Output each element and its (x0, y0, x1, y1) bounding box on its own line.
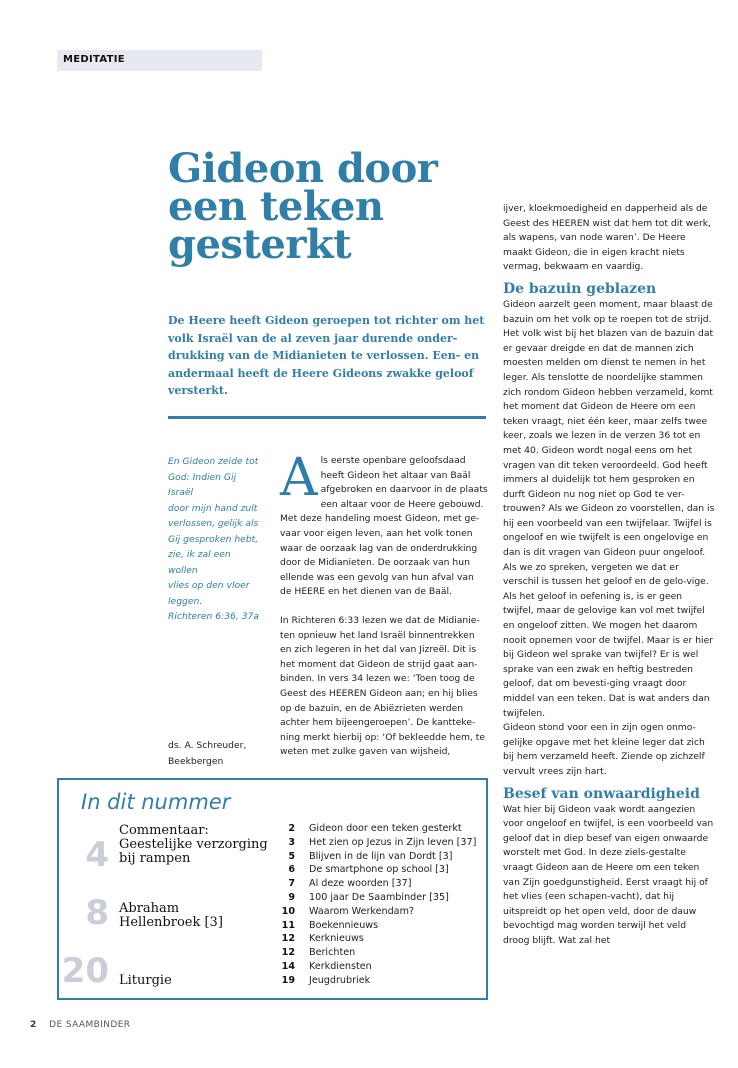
feature-item[interactable] (59, 824, 289, 884)
feature-item[interactable] (59, 893, 289, 956)
toc-page: 5 (288, 850, 295, 862)
toc-item[interactable] (281, 863, 481, 877)
toc-page: 6 (288, 864, 295, 876)
toc-title: Kerknieuws (309, 933, 364, 945)
article-paragraph: Gideon aarzelt geen moment, maar blaast de bazuin om het volk op te roepen tot de strijd. Het volk wist bij het blazen van de bazuin dat er gevaar dreigde en dat de mannen zich moesten melden om dienst te nemen in het leger. Als tenslotte de noordelijke stammen zich rondom Gideon hebben verzameld, komt het moment dat Gideon de Heere om een teken vraagt, niet één keer, maar zelfs twee keer, zoals we lezen in de verzen 36 tot en met 40. Gideon wordt nogal eens om het vragen van dit teken veroordeeld. God heeft immers al duidelijk tot hem gesproken en durft Gideon nu nog niet op God te ver-trouwen? Als we Gideon zo voorstellen, dan is hij een voorbeeld van een twijfelaar. Twijfel is ongeloof en wie twijfelt is een ongelovige en dan is dit vragen van Gideon puur ongeloof. (503, 298, 715, 559)
table-of-contents (281, 822, 481, 988)
toc-item[interactable] (281, 974, 481, 988)
toc-page: 12 (281, 933, 295, 945)
toc-page: 7 (288, 878, 295, 890)
title-line-2: een teken (168, 183, 384, 230)
quote-line: leggen. (168, 595, 203, 607)
quote-reference: Richteren 6:36, 37a (168, 611, 260, 622)
toc-item[interactable] (281, 946, 481, 960)
feature-page-number: 4 (85, 835, 109, 875)
toc-page: 11 (281, 919, 295, 931)
article-paragraph (280, 448, 488, 600)
quote-line: door mijn hand zult (168, 502, 258, 514)
article-column-middle (280, 448, 488, 760)
toc-item[interactable] (281, 850, 481, 864)
section-tag: MEDITATIE (57, 50, 262, 71)
toc-page: 2 (288, 823, 295, 834)
quote-line: Gij gesproken hebt, (168, 533, 259, 545)
toc-title: Blijven in de lijn van Dordt [3] (309, 850, 453, 862)
toc-page: 10 (281, 905, 295, 917)
lead-divider (168, 416, 486, 419)
toc-title: Het zien op Jezus in Zijn leven [37] (309, 836, 477, 848)
article-paragraph: ijver, kloekmoedigheid en dapperheid als de Geest des HEEREN wist dat hem tot dit werk, als wapens, van node waren’. De Heere maakt Gideon, die in eigen kracht niets vermag, bekwaam en vaardig. (503, 203, 711, 273)
paragraph-text: ls eerste openbare geloofsdaad heeft Gideon het altaar van Baäl afgebroken en daarvoor in de plaats een altaar voor de Heere gebouwd. Met deze handeling moest Gideon, met ge-vaar voor eigen leven, aan het volk tonen waar de oorzaak lag van de onderdrukking door de Midianieten. De oorzaak van hun ellende was een gevolg van hun afval van de HEERE en het dienen van de Baäl. (280, 455, 488, 598)
article-paragraph: In Richteren 6:33 lezen we dat de Midianie-ten opnieuw het land Israël binnentrekken en zich legeren in het dal van Jizreël. Dit is het moment dat Gideon de strijd gaat aan-binden. In vers 34 lezen we: ‘Toen toog de Geest des HEEREN Gideon aan; en hij blies op de bazuin, en de Abiëzrieten werden achter hem bijeengeroepen’. De kantteke-ning merkt hierbij op: ‘Of bekleedde hem, te weten met zulke gaven van wijsheid, (280, 614, 486, 758)
toc-item[interactable] (281, 960, 481, 974)
feature-title: Liturgie (119, 973, 172, 988)
author-byline (168, 738, 268, 769)
quote-line: God: Indien Gij Israël (168, 471, 237, 498)
contents-heading: In dit nummer (81, 790, 231, 814)
toc-title: Boekennieuws (309, 919, 379, 931)
title-line-1: Gideon door (168, 145, 438, 192)
scripture-quote (168, 454, 263, 625)
toc-page: 3 (288, 836, 295, 848)
author-name: ds. A. Schreuder, (168, 740, 247, 751)
toc-title: Jeugdrubriek (309, 974, 371, 986)
contents-box (57, 778, 488, 1000)
toc-title: Berichten (309, 947, 356, 959)
feature-title: Abraham Hellenbroek [3] (119, 901, 223, 930)
toc-item[interactable] (281, 919, 481, 933)
toc-page: 12 (281, 947, 295, 959)
feature-item[interactable] (59, 951, 289, 1014)
feature-title: Commentaar: Geestelijke verzorging bij rampen (119, 823, 268, 866)
toc-page: 9 (288, 891, 295, 903)
article-paragraph: Als we zo spreken, vergeten we dat er verschil is tussen het geloof en de gelo-vige. Als het geloof in oefening is, is er geen twijfel, maar de gelovige kan vol met twijfel en ongeloof zitten. We mogen het daarom nooit opnemen voor de twijfel. Maar is er hier bij Gideon wel sprake van twijfel? Er is wel sprake van een zwak en heftig bestreden geloof, dat om bevesti-ging vraagt door middel van een teken. Dat is wat anders dan twijfelen. (503, 561, 713, 719)
quote-line: vlies op den vloer (168, 580, 250, 591)
lead-paragraph: De Heere heeft Gideon geroepen tot richter om het volk Israël van de al zeven jaar durende onder-drukking van de Midianieten te verlossen. Een- en andermaal heeft de Heere Gideons zwakke geloof versterkt. (168, 314, 485, 397)
article-title (168, 145, 488, 268)
article-paragraph: Wat hier bij Gideon vaak wordt aangezien voor ongeloof en twijfel, is een voorbeeld van geloof dat in diep besef van eigen onwaarde worstelt met God. In deze ziels-gestalte vraagt Gideon aan de Heere om een teken van Zijn goedgunstigheid. Eerst vraagt hij of het vlies (een schapen-vacht), dat hij uitspreidt op het open veld, door de dauw bevochtigd mag worden terwijl het veld droog blijft. Wat zal het (503, 803, 714, 946)
title-line-3: gesterkt (168, 221, 352, 268)
toc-title: 100 jaar De Saambinder [35] (309, 891, 449, 903)
article-column-right (503, 202, 715, 949)
toc-item[interactable] (281, 932, 481, 946)
footer-page-number: 2 (30, 1020, 37, 1030)
toc-item[interactable] (281, 877, 481, 891)
toc-title: Gideon door een teken gesterkt (309, 823, 462, 834)
quote-line: En Gideon zeide tot (168, 456, 259, 467)
toc-item[interactable] (281, 905, 481, 919)
drop-cap: A (280, 448, 318, 508)
quote-line: verlossen, gelijk als (168, 518, 259, 529)
toc-page: 19 (281, 974, 295, 986)
toc-title: Waarom Werkendam? (309, 905, 415, 917)
feature-page-number: 8 (85, 893, 109, 933)
footer-publication-name: DE SAAMBINDER (49, 1020, 131, 1030)
toc-item[interactable] (281, 836, 481, 850)
subheading-onwaardigheid: Besef van onwaardigheid (503, 785, 700, 802)
quote-line: zie, ik zal een wollen (168, 549, 231, 576)
subheading-bazuin: De bazuin geblazen (503, 280, 657, 297)
page-footer (30, 1020, 130, 1030)
toc-title: Al deze woorden [37] (309, 878, 412, 890)
author-place: Beekbergen (168, 755, 224, 767)
toc-item[interactable] (281, 891, 481, 905)
article-paragraph: Gideon stond voor een in zijn ogen onmo-gelijke opgave met het kleine leger dat zich bij hem verzameld heeft. Ziende op zichzelf vervult vrees zijn hart. (503, 722, 705, 777)
toc-page: 14 (281, 960, 295, 972)
toc-item[interactable] (281, 822, 481, 836)
feature-page-number: 20 (61, 951, 109, 991)
toc-title: Kerkdiensten (309, 960, 372, 972)
toc-title: De smartphone op school [3] (309, 864, 449, 876)
